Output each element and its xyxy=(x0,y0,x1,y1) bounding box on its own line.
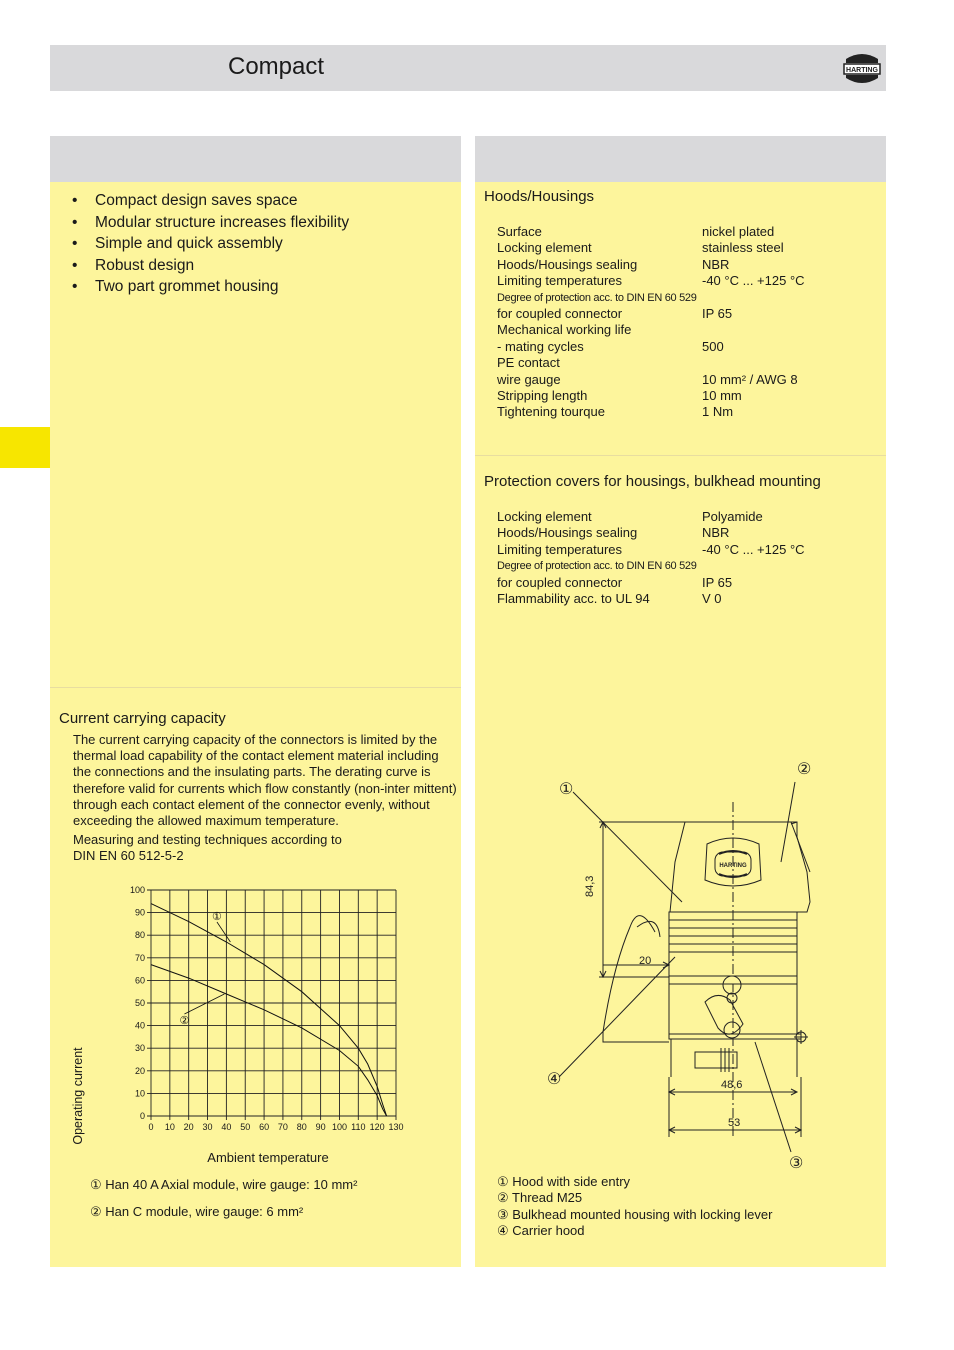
y-tick-label: 80 xyxy=(134,930,145,941)
header-bar xyxy=(50,45,886,91)
y-tick-label: 10 xyxy=(134,1088,145,1099)
x-tick-label: 120 xyxy=(369,1122,385,1132)
callout-3: ③ xyxy=(789,1155,804,1172)
list-item: • Compact design saves space xyxy=(72,192,298,209)
x-tick-label: 100 xyxy=(331,1122,347,1132)
spec-label: wire gauge xyxy=(497,371,561,387)
dimension-20: 20 xyxy=(639,955,652,967)
callout-2: ② xyxy=(797,761,812,778)
list-item: • Simple and quick assembly xyxy=(72,235,283,252)
feature-text: Compact design saves space xyxy=(95,192,298,209)
drawing-legend-item-2: ② Thread M25 xyxy=(497,1190,583,1205)
measuring-text-line2: DIN EN 60 512-5-2 xyxy=(73,848,184,863)
spec-value: -40 °C ... +125 °C xyxy=(702,273,805,289)
x-tick-label: 40 xyxy=(221,1122,232,1132)
spec-value: NBR xyxy=(702,256,730,272)
spec-value: Polyamide xyxy=(702,509,763,524)
drawing-legend-item-4: ④ Carrier hood xyxy=(497,1223,585,1238)
drawing-legend-item-1: ① Hood with side entry xyxy=(497,1174,631,1189)
series-callout-leader xyxy=(184,994,224,1014)
spec-label: Locking element xyxy=(497,509,592,524)
left-panel-header xyxy=(50,136,461,182)
protection-covers-title: Protection covers for housings, bulkhead mounting xyxy=(484,473,821,490)
spec-value: nickel plated xyxy=(702,224,775,239)
x-tick-label: 0 xyxy=(148,1122,154,1132)
feature-list xyxy=(72,190,349,298)
spec-value: stainless steel xyxy=(702,240,784,256)
spec-label: Degree of protection acc. to DIN EN 60 529 xyxy=(497,560,697,573)
spec-label: Hoods/Housings sealing xyxy=(497,525,638,541)
spec-value: 1 Nm xyxy=(702,404,734,420)
current-capacity-title: Current carrying capacity xyxy=(59,710,226,727)
chart-legend-item-2: ② Han C module, wire gauge: 6 mm² xyxy=(90,1204,304,1219)
drawing-logo-text: HARTING xyxy=(719,863,747,869)
x-tick-label: 10 xyxy=(164,1122,175,1132)
left-panel xyxy=(50,136,461,1267)
feature-text: Robust design xyxy=(95,256,195,274)
drawing-legend-item-3: ③ Bulkhead mounted housing with locking lever xyxy=(497,1207,773,1222)
spec-label: for coupled connector xyxy=(497,574,623,590)
section-divider xyxy=(50,687,461,688)
spec-label: PE contact xyxy=(497,355,560,371)
y-tick-label: 90 xyxy=(134,907,145,918)
page-title: Compact xyxy=(228,53,325,80)
spec-label: Limiting temperatures xyxy=(497,273,622,289)
dimension-84-3: 84,3 xyxy=(584,875,596,897)
spec-label: Locking element xyxy=(497,240,592,256)
list-item: • Modular structure increases flexibility xyxy=(72,213,350,231)
spec-value: V 0 xyxy=(702,590,722,606)
y-axis-label: Operating current xyxy=(71,1047,85,1145)
chart-grid xyxy=(147,890,396,1120)
spec-label: Stripping length xyxy=(497,387,588,403)
spec-label: Degree of protection acc. to DIN EN 60 529 xyxy=(497,291,697,304)
series-callout-leader xyxy=(217,922,230,942)
spec-value: 500 xyxy=(702,338,724,354)
dimension-48-6: 48,6 xyxy=(721,1079,743,1091)
x-tick-label: 130 xyxy=(388,1122,404,1132)
spec-label: Tightening tourque xyxy=(497,404,605,420)
spec-value: IP 65 xyxy=(702,574,733,590)
x-tick-label: 90 xyxy=(315,1122,326,1132)
x-tick-label: 70 xyxy=(277,1122,288,1132)
list-item: • Robust design xyxy=(72,256,195,274)
spec-label: Limiting temperatures xyxy=(497,541,622,557)
spec-label: Mechanical working life xyxy=(497,322,632,338)
y-tick-label: 40 xyxy=(134,1020,145,1031)
hoods-housings-title: Hoods/Housings xyxy=(484,188,595,205)
feature-text: Modular structure increases flexibility xyxy=(95,213,350,231)
harting-logo xyxy=(842,50,882,87)
spec-label: Flammability acc. to UL 94 xyxy=(497,590,650,606)
section-divider xyxy=(475,455,886,456)
logo-text: HARTING xyxy=(846,67,878,74)
y-tick-label: 20 xyxy=(134,1065,145,1076)
y-tick-label: 50 xyxy=(134,998,145,1008)
spec-value: -40 °C ... +125 °C xyxy=(702,541,805,557)
list-item: • Two part grommet housing xyxy=(72,278,279,295)
right-panel-header xyxy=(475,136,886,182)
spec-value: NBR xyxy=(702,525,730,541)
spec-value: IP 65 xyxy=(702,305,733,321)
series-callout-label: ② xyxy=(179,1014,190,1027)
x-tick-label: 20 xyxy=(183,1122,194,1132)
x-axis-label: Ambient temperature xyxy=(207,1150,329,1165)
callout-4: ④ xyxy=(547,1071,562,1088)
housing-technical-drawing xyxy=(535,752,835,1172)
x-tick-label: 30 xyxy=(202,1122,213,1132)
spec-label: for coupled connector xyxy=(497,305,623,321)
side-tab-marker xyxy=(0,427,50,468)
dimension-53: 53 xyxy=(728,1117,741,1129)
measuring-text-line1: Measuring and testing techniques according to xyxy=(73,832,342,847)
x-tick-label: 80 xyxy=(296,1122,307,1132)
current-capacity-text: The current carrying capacity of the connectors is limited by the thermal load capability of the contact element material including the connections and the insulating parts. The derating curve is therefore valid for currents which flow constantly (non-inter mittent) through each contact element of the connector evenly, without exceeding the allowed maximum temperature. xyxy=(73,732,457,829)
series-callout-label: ① xyxy=(212,910,222,923)
feature-text: Simple and quick assembly xyxy=(95,235,283,252)
spec-label: Surface xyxy=(497,224,542,239)
y-tick-label: 60 xyxy=(134,975,145,986)
y-tick-label: 0 xyxy=(139,1111,145,1121)
spec-value: 10 mm xyxy=(702,387,742,403)
y-tick-label: 30 xyxy=(134,1043,145,1054)
callout-1: ① xyxy=(559,781,574,798)
chart-legend-item-1: ① Han 40 A Axial module, wire gauge: 10 mm² xyxy=(90,1177,358,1192)
spec-label: Hoods/Housings sealing xyxy=(497,256,638,272)
x-tick-label: 110 xyxy=(351,1122,366,1132)
chart-tick-labels xyxy=(130,885,404,1132)
x-tick-label: 50 xyxy=(240,1122,251,1132)
spec-label: - mating cycles xyxy=(497,338,584,354)
y-tick-label: 100 xyxy=(129,885,145,895)
derating-chart xyxy=(50,876,461,1176)
feature-text: Two part grommet housing xyxy=(95,278,279,295)
spec-value: 10 mm² / AWG 8 xyxy=(702,371,798,387)
x-tick-label: 60 xyxy=(259,1122,270,1132)
right-panel xyxy=(475,136,886,1267)
y-tick-label: 70 xyxy=(134,952,145,963)
